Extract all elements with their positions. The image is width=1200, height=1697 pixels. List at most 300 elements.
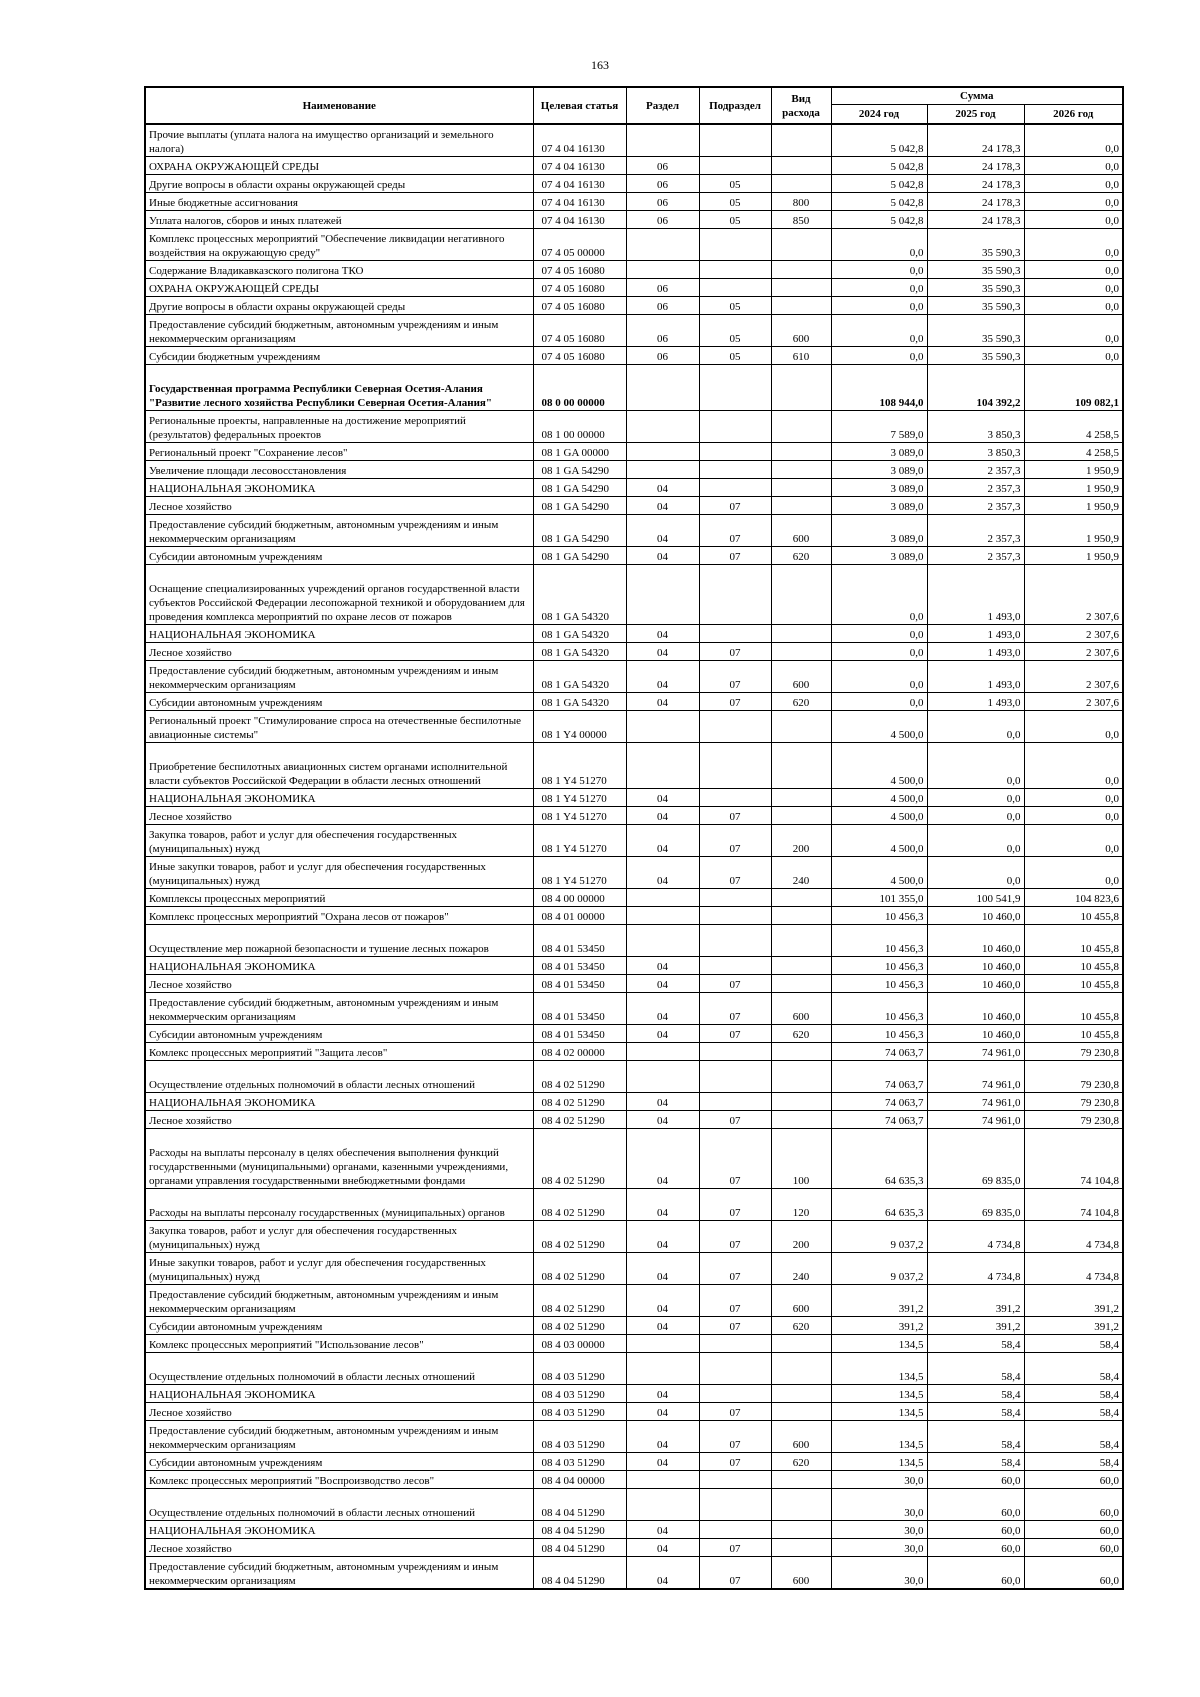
table-row — [145, 1061, 1123, 1093]
cell-subsection: 07 — [699, 1421, 771, 1453]
cell-name: Оснащение специализированных учреждений органов государственной власти субъектов Российской Федерации лесопожарной техникой и оборудованием для проведения комплекса мероприятий по охране лесов от пожаров — [145, 565, 533, 625]
cell-sum-2024: 3 089,0 — [831, 515, 927, 547]
cell-expense-type: 850 — [771, 211, 831, 229]
cell-name: Прочие выплаты (уплата налога на имущество организаций и земельного налога) — [145, 124, 533, 157]
cell-expense-type — [771, 975, 831, 993]
cell-target-article: 08 0 00 00000 — [533, 365, 626, 411]
table-row — [145, 1093, 1123, 1111]
cell-target-article: 08 1 GA 54290 — [533, 479, 626, 497]
table-row — [145, 643, 1123, 661]
cell-target-article: 08 4 03 51290 — [533, 1403, 626, 1421]
table-row — [145, 279, 1123, 297]
cell-expense-type — [771, 1043, 831, 1061]
table-row — [145, 925, 1123, 957]
cell-subsection — [699, 229, 771, 261]
cell-target-article: 08 1 GA 54290 — [533, 461, 626, 479]
cell-name: НАЦИОНАЛЬНАЯ ЭКОНОМИКА — [145, 479, 533, 497]
cell-target-article: 08 4 03 51290 — [533, 1453, 626, 1471]
cell-target-article: 07 4 04 16130 — [533, 193, 626, 211]
cell-sum-2024: 30,0 — [831, 1557, 927, 1590]
cell-sum-2025: 58,4 — [927, 1353, 1024, 1385]
cell-sum-2025: 1 493,0 — [927, 693, 1024, 711]
cell-sum-2024: 4 500,0 — [831, 789, 927, 807]
cell-sum-2024: 0,0 — [831, 565, 927, 625]
cell-sum-2026: 4 258,5 — [1024, 443, 1123, 461]
cell-subsection: 07 — [699, 661, 771, 693]
cell-name: Государственная программа Республики Северная Осетия-Алания "Развитие лесного хозяйства Республики Северная Осетия-Алания" — [145, 365, 533, 411]
cell-expense-type — [771, 907, 831, 925]
cell-section — [626, 925, 699, 957]
cell-subsection: 07 — [699, 1317, 771, 1335]
cell-subsection — [699, 625, 771, 643]
cell-target-article: 08 4 03 51290 — [533, 1385, 626, 1403]
cell-expense-type — [771, 1385, 831, 1403]
cell-subsection — [699, 411, 771, 443]
cell-sum-2024: 0,0 — [831, 315, 927, 347]
cell-section — [626, 124, 699, 157]
cell-section: 04 — [626, 1285, 699, 1317]
cell-section: 06 — [626, 193, 699, 211]
cell-sum-2026: 0,0 — [1024, 825, 1123, 857]
cell-section — [626, 1043, 699, 1061]
cell-sum-2025: 69 835,0 — [927, 1189, 1024, 1221]
cell-name: НАЦИОНАЛЬНАЯ ЭКОНОМИКА — [145, 625, 533, 643]
table-row — [145, 625, 1123, 643]
cell-sum-2025: 35 590,3 — [927, 279, 1024, 297]
table-row — [145, 1317, 1123, 1335]
cell-section — [626, 1335, 699, 1353]
cell-sum-2025: 58,4 — [927, 1453, 1024, 1471]
cell-section — [626, 565, 699, 625]
cell-section — [626, 1353, 699, 1385]
cell-expense-type: 240 — [771, 857, 831, 889]
cell-subsection: 07 — [699, 497, 771, 515]
cell-section: 04 — [626, 993, 699, 1025]
cell-sum-2024: 10 456,3 — [831, 907, 927, 925]
cell-subsection — [699, 261, 771, 279]
table-row — [145, 515, 1123, 547]
cell-sum-2026: 2 307,6 — [1024, 693, 1123, 711]
cell-target-article: 08 1 GA 54290 — [533, 547, 626, 565]
cell-expense-type — [771, 157, 831, 175]
cell-subsection: 05 — [699, 347, 771, 365]
cell-target-article: 08 4 02 00000 — [533, 1043, 626, 1061]
cell-sum-2025: 35 590,3 — [927, 297, 1024, 315]
cell-target-article: 08 4 02 51290 — [533, 1189, 626, 1221]
cell-sum-2024: 64 635,3 — [831, 1129, 927, 1189]
cell-sum-2024: 74 063,7 — [831, 1043, 927, 1061]
table-row — [145, 1189, 1123, 1221]
cell-subsection: 05 — [699, 315, 771, 347]
cell-target-article: 08 1 GA 54320 — [533, 625, 626, 643]
cell-expense-type — [771, 565, 831, 625]
cell-target-article: 08 4 00 00000 — [533, 889, 626, 907]
cell-sum-2024: 10 456,3 — [831, 957, 927, 975]
cell-subsection — [699, 157, 771, 175]
cell-expense-type: 620 — [771, 1453, 831, 1471]
cell-expense-type — [771, 1489, 831, 1521]
cell-section — [626, 443, 699, 461]
cell-subsection — [699, 479, 771, 497]
cell-expense-type: 620 — [771, 1317, 831, 1335]
cell-target-article: 08 1 Y4 51270 — [533, 825, 626, 857]
cell-target-article: 08 1 Y4 51270 — [533, 807, 626, 825]
cell-expense-type: 100 — [771, 1129, 831, 1189]
cell-sum-2026: 0,0 — [1024, 711, 1123, 743]
cell-sum-2025: 10 460,0 — [927, 1025, 1024, 1043]
cell-sum-2025: 1 493,0 — [927, 565, 1024, 625]
cell-sum-2026: 1 950,9 — [1024, 461, 1123, 479]
table-row — [145, 229, 1123, 261]
cell-subsection — [699, 1061, 771, 1093]
cell-sum-2025: 35 590,3 — [927, 347, 1024, 365]
cell-sum-2026: 60,0 — [1024, 1557, 1123, 1590]
table-row — [145, 993, 1123, 1025]
table-row — [145, 1403, 1123, 1421]
cell-sum-2026: 58,4 — [1024, 1385, 1123, 1403]
cell-expense-type — [771, 124, 831, 157]
cell-section: 06 — [626, 297, 699, 315]
cell-sum-2024: 74 063,7 — [831, 1061, 927, 1093]
cell-target-article: 08 4 04 00000 — [533, 1471, 626, 1489]
cell-sum-2025: 35 590,3 — [927, 229, 1024, 261]
cell-sum-2025: 2 357,3 — [927, 461, 1024, 479]
cell-name: ОХРАНА ОКРУЖАЮЩЕЙ СРЕДЫ — [145, 157, 533, 175]
table-row — [145, 1221, 1123, 1253]
cell-sum-2025: 74 961,0 — [927, 1061, 1024, 1093]
cell-sum-2025: 74 961,0 — [927, 1111, 1024, 1129]
cell-sum-2025: 2 357,3 — [927, 515, 1024, 547]
cell-section — [626, 365, 699, 411]
cell-expense-type — [771, 461, 831, 479]
cell-expense-type — [771, 789, 831, 807]
cell-target-article: 08 4 02 51290 — [533, 1253, 626, 1285]
cell-expense-type — [771, 261, 831, 279]
cell-sum-2026: 10 455,8 — [1024, 957, 1123, 975]
table-row — [145, 957, 1123, 975]
cell-expense-type — [771, 229, 831, 261]
cell-expense-type — [771, 365, 831, 411]
cell-subsection — [699, 443, 771, 461]
cell-expense-type — [771, 643, 831, 661]
cell-sum-2026: 0,0 — [1024, 279, 1123, 297]
cell-section — [626, 907, 699, 925]
cell-expense-type: 120 — [771, 1189, 831, 1221]
cell-subsection — [699, 279, 771, 297]
cell-section — [626, 743, 699, 789]
cell-sum-2025: 2 357,3 — [927, 479, 1024, 497]
cell-subsection: 07 — [699, 1025, 771, 1043]
cell-sum-2026: 10 455,8 — [1024, 925, 1123, 957]
header-target-article: Целевая статья — [533, 87, 626, 124]
table-row — [145, 857, 1123, 889]
cell-subsection: 07 — [699, 1453, 771, 1471]
header-year-2025: 2025 год — [927, 105, 1024, 125]
cell-sum-2025: 24 178,3 — [927, 211, 1024, 229]
cell-sum-2026: 2 307,6 — [1024, 565, 1123, 625]
cell-name: Предоставление субсидий бюджетным, автономным учреждениям и иным некоммерческим организациям — [145, 1421, 533, 1453]
header-year-2026: 2026 год — [1024, 105, 1123, 125]
cell-section: 04 — [626, 957, 699, 975]
cell-section: 04 — [626, 1025, 699, 1043]
cell-name: Предоставление субсидий бюджетным, автономным учреждениям и иным некоммерческим организациям — [145, 993, 533, 1025]
cell-sum-2024: 10 456,3 — [831, 975, 927, 993]
cell-sum-2026: 4 258,5 — [1024, 411, 1123, 443]
cell-sum-2024: 134,5 — [831, 1453, 927, 1471]
cell-subsection: 05 — [699, 193, 771, 211]
cell-target-article: 08 4 01 53450 — [533, 975, 626, 993]
cell-subsection: 07 — [699, 1285, 771, 1317]
cell-expense-type — [771, 1403, 831, 1421]
cell-target-article: 07 4 04 16130 — [533, 157, 626, 175]
cell-name: Лесное хозяйство — [145, 497, 533, 515]
cell-target-article: 07 4 04 16130 — [533, 211, 626, 229]
cell-sum-2026: 10 455,8 — [1024, 907, 1123, 925]
cell-sum-2025: 2 357,3 — [927, 497, 1024, 515]
cell-target-article: 07 4 05 16080 — [533, 347, 626, 365]
cell-sum-2026: 2 307,6 — [1024, 643, 1123, 661]
cell-target-article: 08 4 01 53450 — [533, 993, 626, 1025]
cell-target-article: 07 4 04 16130 — [533, 175, 626, 193]
table-row — [145, 411, 1123, 443]
cell-name: Другие вопросы в области охраны окружающей среды — [145, 297, 533, 315]
cell-target-article: 08 4 01 53450 — [533, 925, 626, 957]
table-row — [145, 1471, 1123, 1489]
cell-name: Осуществление мер пожарной безопасности и тушение лесных пожаров — [145, 925, 533, 957]
table-row — [145, 1385, 1123, 1403]
cell-sum-2024: 391,2 — [831, 1317, 927, 1335]
cell-sum-2026: 0,0 — [1024, 347, 1123, 365]
header-sum: Сумма — [831, 87, 1123, 105]
cell-section — [626, 229, 699, 261]
cell-sum-2026: 0,0 — [1024, 124, 1123, 157]
cell-target-article: 08 1 GA 00000 — [533, 443, 626, 461]
cell-name: Предоставление субсидий бюджетным, автономным учреждениям и иным некоммерческим организациям — [145, 1557, 533, 1590]
cell-sum-2024: 30,0 — [831, 1539, 927, 1557]
cell-section — [626, 461, 699, 479]
cell-sum-2024: 74 063,7 — [831, 1093, 927, 1111]
cell-section: 04 — [626, 1189, 699, 1221]
cell-section: 04 — [626, 1421, 699, 1453]
cell-subsection: 07 — [699, 1253, 771, 1285]
cell-sum-2025: 58,4 — [927, 1335, 1024, 1353]
cell-target-article: 08 4 04 51290 — [533, 1521, 626, 1539]
cell-sum-2024: 9 037,2 — [831, 1221, 927, 1253]
cell-target-article: 07 4 05 16080 — [533, 315, 626, 347]
cell-expense-type: 600 — [771, 661, 831, 693]
cell-sum-2026: 60,0 — [1024, 1489, 1123, 1521]
cell-section: 04 — [626, 1317, 699, 1335]
cell-sum-2025: 391,2 — [927, 1285, 1024, 1317]
cell-section: 06 — [626, 315, 699, 347]
cell-sum-2024: 4 500,0 — [831, 743, 927, 789]
cell-name: Субсидии автономным учреждениям — [145, 1025, 533, 1043]
cell-sum-2024: 3 089,0 — [831, 497, 927, 515]
cell-sum-2026: 109 082,1 — [1024, 365, 1123, 411]
header-section: Раздел — [626, 87, 699, 124]
cell-name: Комлекс процессных мероприятий "Защита лесов" — [145, 1043, 533, 1061]
cell-sum-2024: 134,5 — [831, 1403, 927, 1421]
cell-name: Расходы на выплаты персоналу государственных (муниципальных) органов — [145, 1189, 533, 1221]
table-row — [145, 1489, 1123, 1521]
cell-sum-2025: 10 460,0 — [927, 993, 1024, 1025]
cell-sum-2024: 30,0 — [831, 1489, 927, 1521]
cell-expense-type: 600 — [771, 1285, 831, 1317]
cell-name: Субсидии автономным учреждениям — [145, 1453, 533, 1471]
cell-sum-2026: 1 950,9 — [1024, 515, 1123, 547]
cell-subsection — [699, 124, 771, 157]
cell-target-article: 08 4 04 51290 — [533, 1489, 626, 1521]
cell-expense-type — [771, 479, 831, 497]
cell-sum-2026: 79 230,8 — [1024, 1061, 1123, 1093]
cell-sum-2026: 0,0 — [1024, 211, 1123, 229]
cell-sum-2024: 10 456,3 — [831, 925, 927, 957]
cell-sum-2025: 10 460,0 — [927, 907, 1024, 925]
cell-sum-2026: 74 104,8 — [1024, 1129, 1123, 1189]
table-row — [145, 1335, 1123, 1353]
cell-target-article: 08 4 01 53450 — [533, 957, 626, 975]
cell-subsection: 07 — [699, 857, 771, 889]
cell-sum-2025: 1 493,0 — [927, 625, 1024, 643]
cell-section: 04 — [626, 479, 699, 497]
cell-name: Осуществление отдельных полномочий в области лесных отношений — [145, 1353, 533, 1385]
cell-section: 04 — [626, 1453, 699, 1471]
cell-sum-2024: 134,5 — [831, 1335, 927, 1353]
cell-sum-2026: 4 734,8 — [1024, 1253, 1123, 1285]
cell-sum-2024: 4 500,0 — [831, 711, 927, 743]
cell-sum-2025: 4 734,8 — [927, 1253, 1024, 1285]
cell-sum-2025: 10 460,0 — [927, 975, 1024, 993]
table-row — [145, 1025, 1123, 1043]
cell-target-article: 08 1 Y4 51270 — [533, 743, 626, 789]
cell-name: Лесное хозяйство — [145, 975, 533, 993]
cell-section — [626, 411, 699, 443]
cell-target-article: 08 4 02 51290 — [533, 1111, 626, 1129]
cell-target-article: 08 1 Y4 51270 — [533, 857, 626, 889]
cell-section: 04 — [626, 497, 699, 515]
cell-section: 04 — [626, 625, 699, 643]
cell-target-article: 08 4 02 51290 — [533, 1061, 626, 1093]
cell-subsection: 07 — [699, 975, 771, 993]
cell-expense-type — [771, 297, 831, 315]
table-row — [145, 1043, 1123, 1061]
cell-subsection — [699, 925, 771, 957]
table-row — [145, 497, 1123, 515]
cell-target-article: 08 4 02 51290 — [533, 1129, 626, 1189]
cell-sum-2026: 58,4 — [1024, 1421, 1123, 1453]
cell-sum-2025: 24 178,3 — [927, 193, 1024, 211]
cell-expense-type — [771, 711, 831, 743]
cell-sum-2025: 10 460,0 — [927, 957, 1024, 975]
budget-table — [144, 86, 1124, 1590]
cell-subsection — [699, 1471, 771, 1489]
table-row — [145, 211, 1123, 229]
cell-sum-2025: 1 493,0 — [927, 643, 1024, 661]
cell-name: Лесное хозяйство — [145, 1403, 533, 1421]
cell-sum-2025: 74 961,0 — [927, 1043, 1024, 1061]
cell-sum-2025: 58,4 — [927, 1421, 1024, 1453]
cell-section: 04 — [626, 547, 699, 565]
cell-section — [626, 711, 699, 743]
cell-name: Иные закупки товаров, работ и услуг для обеспечения государственных (муниципальных) нужд — [145, 857, 533, 889]
cell-expense-type — [771, 1093, 831, 1111]
cell-expense-type: 200 — [771, 1221, 831, 1253]
cell-name: Закупка товаров, работ и услуг для обеспечения государственных (муниципальных) нужд — [145, 1221, 533, 1253]
cell-sum-2026: 10 455,8 — [1024, 975, 1123, 993]
cell-sum-2025: 0,0 — [927, 825, 1024, 857]
cell-subsection: 07 — [699, 643, 771, 661]
cell-expense-type: 620 — [771, 547, 831, 565]
table-row — [145, 547, 1123, 565]
table-row — [145, 365, 1123, 411]
cell-name: Лесное хозяйство — [145, 807, 533, 825]
cell-section: 06 — [626, 347, 699, 365]
cell-sum-2025: 0,0 — [927, 807, 1024, 825]
table-row — [145, 1253, 1123, 1285]
cell-sum-2026: 79 230,8 — [1024, 1093, 1123, 1111]
cell-expense-type — [771, 1353, 831, 1385]
header-year-2024: 2024 год — [831, 105, 927, 125]
table-row — [145, 1557, 1123, 1590]
cell-target-article: 07 4 04 16130 — [533, 124, 626, 157]
table-row — [145, 711, 1123, 743]
cell-expense-type — [771, 279, 831, 297]
cell-subsection: 05 — [699, 175, 771, 193]
cell-name: Региональные проекты, направленные на достижение мероприятий (результатов) федеральных проектов — [145, 411, 533, 443]
cell-sum-2024: 30,0 — [831, 1521, 927, 1539]
cell-sum-2026: 0,0 — [1024, 743, 1123, 789]
header-name: Наименование — [145, 87, 533, 124]
cell-section — [626, 1061, 699, 1093]
cell-subsection — [699, 907, 771, 925]
cell-target-article: 08 4 02 51290 — [533, 1093, 626, 1111]
cell-name: НАЦИОНАЛЬНАЯ ЭКОНОМИКА — [145, 1093, 533, 1111]
cell-expense-type: 620 — [771, 693, 831, 711]
cell-sum-2026: 79 230,8 — [1024, 1043, 1123, 1061]
cell-sum-2024: 0,0 — [831, 693, 927, 711]
cell-section: 04 — [626, 1111, 699, 1129]
cell-target-article: 08 4 01 53450 — [533, 1025, 626, 1043]
cell-section: 04 — [626, 1521, 699, 1539]
cell-expense-type — [771, 625, 831, 643]
cell-subsection: 07 — [699, 1403, 771, 1421]
cell-sum-2024: 5 042,8 — [831, 193, 927, 211]
cell-subsection — [699, 789, 771, 807]
cell-expense-type — [771, 443, 831, 461]
cell-expense-type: 800 — [771, 193, 831, 211]
cell-sum-2026: 0,0 — [1024, 297, 1123, 315]
cell-target-article: 07 4 05 16080 — [533, 261, 626, 279]
table-row — [145, 907, 1123, 925]
cell-sum-2024: 10 456,3 — [831, 993, 927, 1025]
cell-sum-2025: 0,0 — [927, 743, 1024, 789]
table-row — [145, 124, 1123, 157]
cell-sum-2024: 108 944,0 — [831, 365, 927, 411]
cell-target-article: 08 4 03 00000 — [533, 1335, 626, 1353]
table-row — [145, 1539, 1123, 1557]
cell-subsection: 07 — [699, 1539, 771, 1557]
cell-sum-2025: 58,4 — [927, 1385, 1024, 1403]
cell-sum-2025: 74 961,0 — [927, 1093, 1024, 1111]
table-row — [145, 315, 1123, 347]
cell-target-article: 08 1 00 00000 — [533, 411, 626, 443]
cell-expense-type: 240 — [771, 1253, 831, 1285]
cell-subsection — [699, 1043, 771, 1061]
cell-sum-2024: 7 589,0 — [831, 411, 927, 443]
cell-name: Комплекс процессных мероприятий "Обеспечение ликвидации негативного воздействия на окружающую среду" — [145, 229, 533, 261]
cell-name: Иные закупки товаров, работ и услуг для обеспечения государственных (муниципальных) нужд — [145, 1253, 533, 1285]
cell-expense-type — [771, 925, 831, 957]
